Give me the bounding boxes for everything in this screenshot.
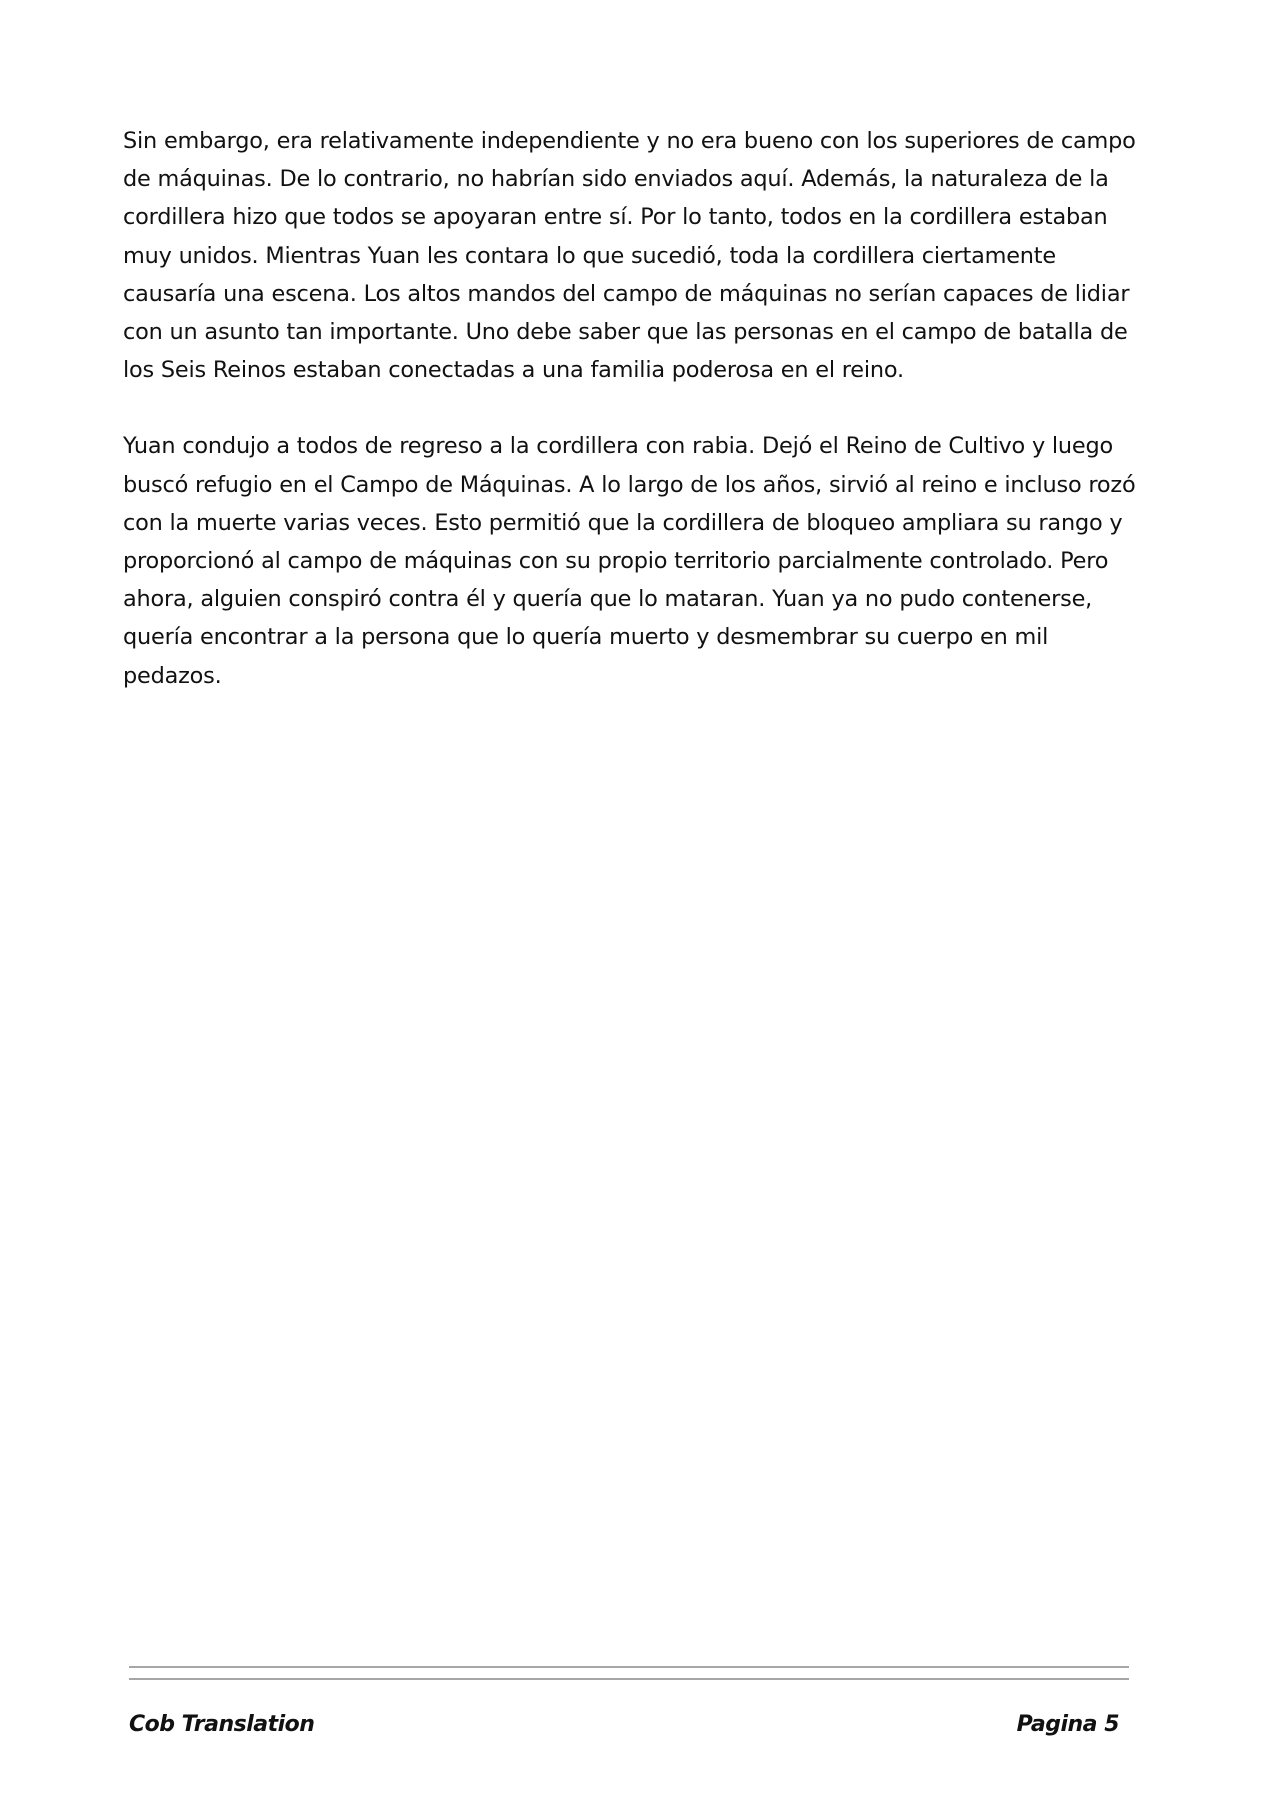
footer-credit: Cob Translation [129, 1712, 315, 1737]
page-number: Pagina 5 [1016, 1712, 1119, 1737]
body-text [123, 122, 1153, 733]
footer-divider-bottom [129, 1678, 1129, 1680]
paragraph-2: Yuan condujo a todos de regreso a la cordillera con rabia. Dejó el Reino de Cultivo y luego buscó refugio en el Campo de Máquinas. A lo largo de los años, sirvió al reino e incluso rozó con la muerte varias veces. Esto permitió que la cordillera de bloqueo ampliara su rango y proporcionó al campo de máquinas con su propio territorio parcialmente controlado. Pero ahora, alguien conspiró contra él y quería que lo mataran. Yuan ya no pudo contenerse, quería encontrar a la persona que lo quería muerto y desmembrar su cuerpo en mil pedazos. [123, 433, 1136, 689]
footer-divider-top [129, 1666, 1129, 1668]
paragraph-1: Sin embargo, era relativamente independiente y no era bueno con los superiores de campo de máquinas. De lo contrario, no habrían sido enviados aquí. Además, la naturaleza de la cordillera hizo que todos se apoyaran entre sí. Por lo tanto, todos en la cordillera estaban muy unidos. Mientras Yuan les contara lo que sucedió, toda la cordillera ciertamente causaría una escena. Los altos mandos del campo de máquinas no serían capaces de lidiar con un asunto tan importante. Uno debe saber que las personas en el campo de batalla de los Seis Reinos estaban conectadas a una familia poderosa en el reino. [123, 128, 1136, 384]
